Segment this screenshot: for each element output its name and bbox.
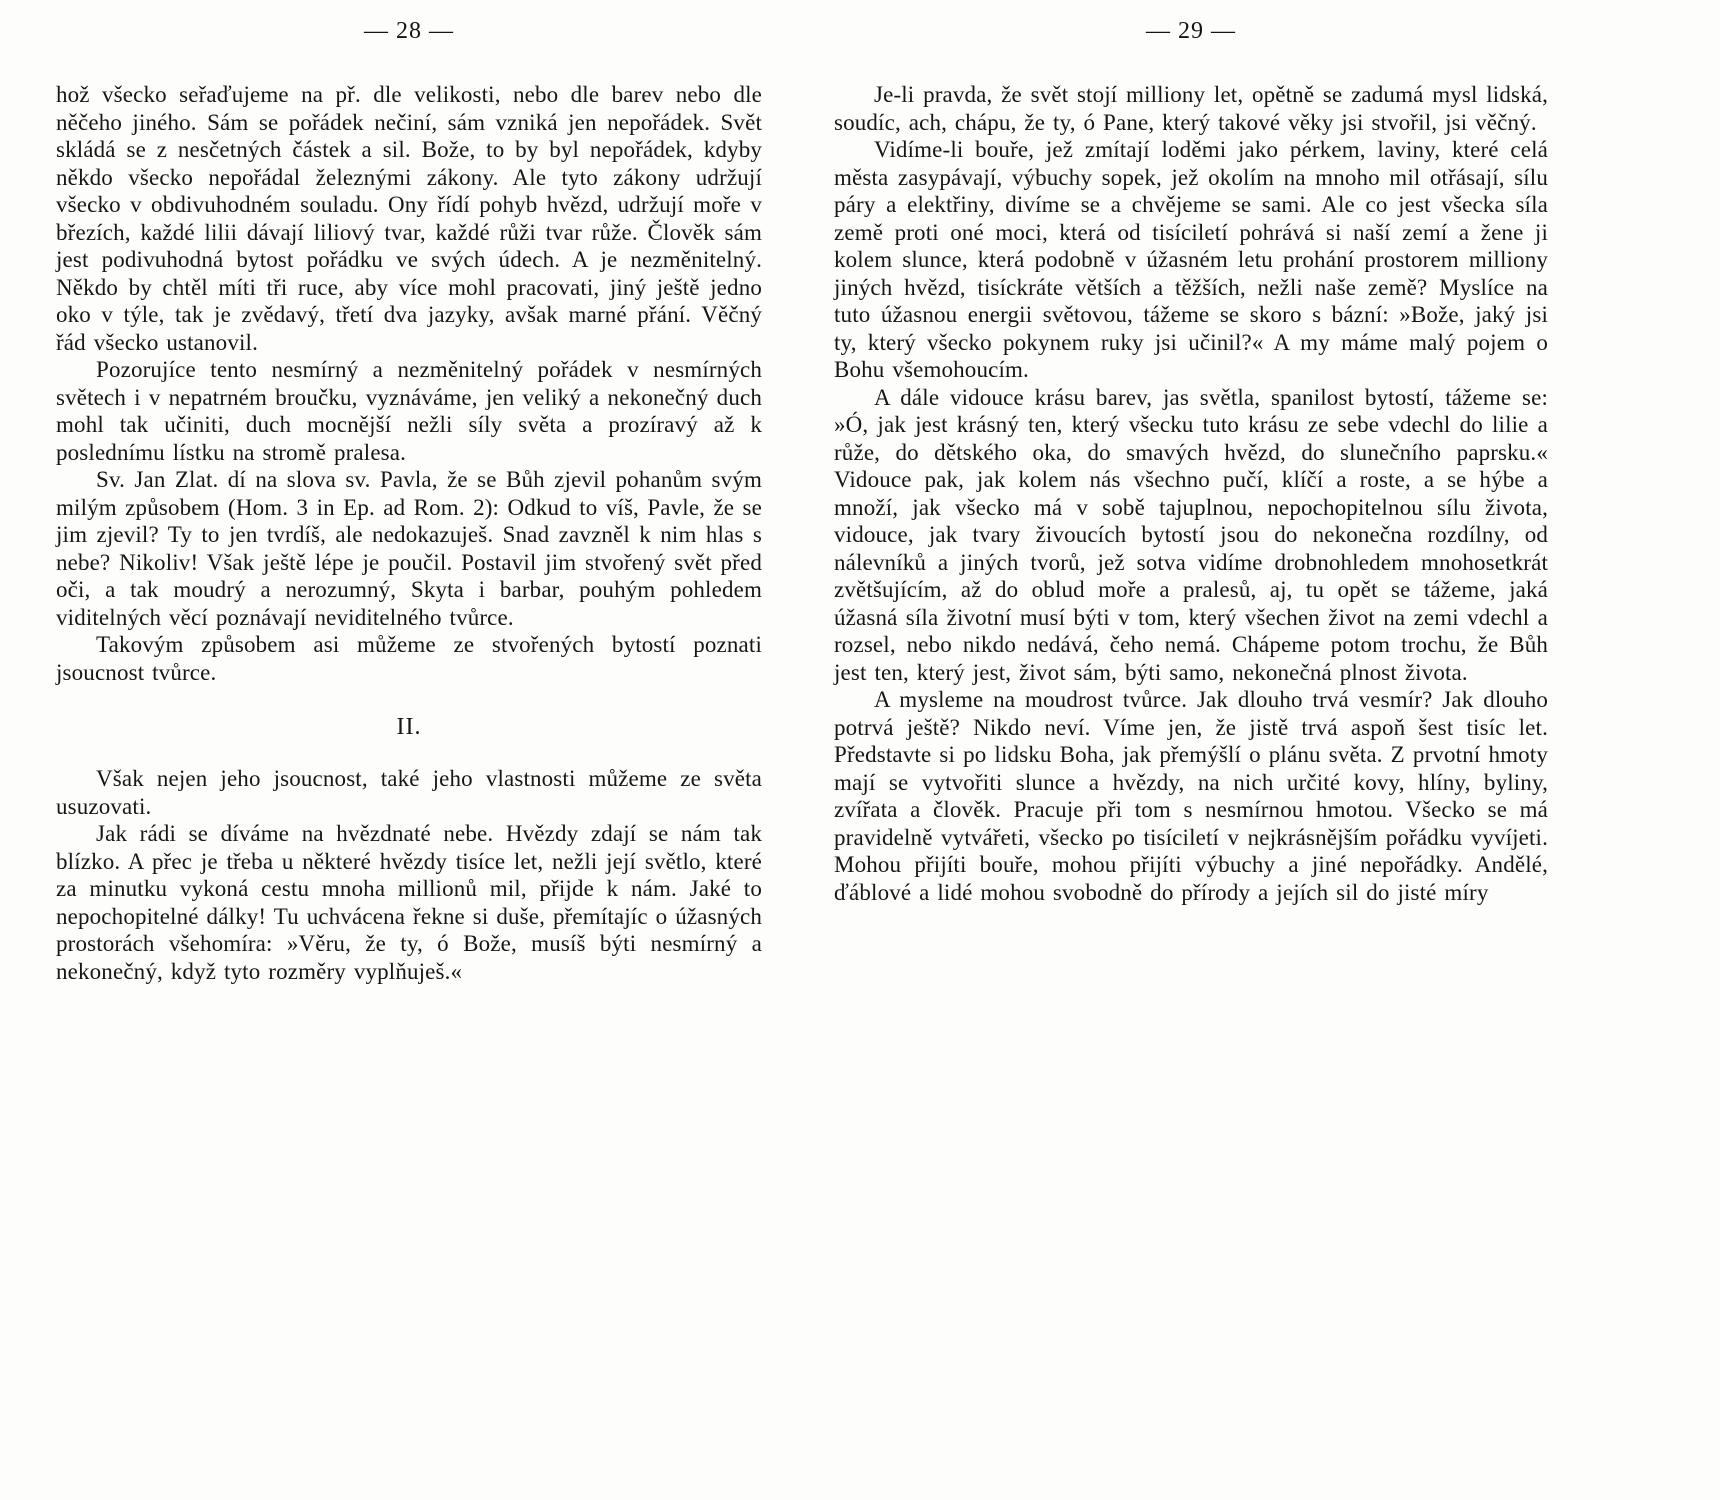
page-29 (800, 0, 1720, 1500)
section-heading: II. (396, 714, 422, 740)
paragraph: A dále vidouce krásu barev, jas světla, spanilost bytostí, tážeme se: »Ó, jak jest krásný ten, který všecku tuto krásu ze sebe vdechl do lilie a růže, do dětského oka, do smavých hvězd, do slunečního paprsku.« Vidouce pak, jak kolem nás všechno pučí, klíčí a roste, a se hýbe a množí, jak všecko má v sobě tajuplnou, nepochopitelnou sílu života, vidouce, jak tvary živoucích bytostí jsou do nekonečna rozdílny, od nálevníků a jiných tvorů, jež sotva vidíme drobnohledem mnohosetkrát zvětšujícím, až do oblud moře a pralesů, aj, tu opět se tážeme, jaká úžasná síla životní musí býti v tom, který všechen život na zemi vdechl a rozsel, nebo nikdo nedává, čeho nemá. Chápeme potom trochu, že Bůh jest ten, který jest, život sám, býti samo, nekonečná plnost života. (834, 384, 1548, 685)
paragraph: Jak rádi se díváme na hvězdnaté nebe. Hvězdy zdají se nám tak blízko. A přec je třeba u některé hvězdy tisíce let, nežli její světlo, které za minutku vykoná cestu mnoha millionů mil, přijde k nám. Jaké to nepochopitelné dálky! Tu uchvácena řekne si duše, přemítajíc o úžasných prostorách všehomíra: »Věru, že ty, ó Bože, musíš býti nesmírný a nekonečný, když tyto rozměry vyplňuješ.« (56, 821, 762, 984)
paragraph: Je-li pravda, že svět stojí milliony let, opětně se zadumá mysl lidská, soudíc, ach, chápu, že ty, ó Pane, který takové věky jsi stvořil, jsi věčný. (834, 82, 1548, 135)
paragraph: Vidíme-li bouře, jež zmítají loděmi jako pérkem, laviny, které celá města zasypávají, výbuchy sopek, jež okolím na mnoho mil otřásají, sílu páry a elektřiny, divíme se a chvějeme se sami. Ale co jest všecka síla země proti oné moci, která od tisíciletí pohrává si naší zemí a žene ji kolem slunce, která podobně v úžasném letu prohání prostorem milliony jiných hvězd, tisíckráte větších a těžších, nežli naše země? Myslíce na tuto úžasnou energii světovou, tážeme se skoro s bázní: »Bože, jaký jsi ty, který všecko pokynem ruky jsi učinil?« A my máme malý pojem o Bohu všemohoucím. (834, 137, 1548, 382)
paragraph: Sv. Jan Zlat. dí na slova sv. Pavla, že se Bůh zjevil pohanům svým milým způsobem (Hom. 3 in Ep. ad Rom. 2): Odkud to víš, Pavle, že se jim zjevil? Ty to jen tvrdíš, ale nedokazuješ. Snad zavzněl k nim hlas s nebe? Nikoliv! Však ještě lépe je poučil. Postavil jim stvořený svět před oči, a tak moudrý a nerozumný, Skyta i barbar, pouhým pohledem viditelných věcí poznávají neviditelného tvůrce. (56, 467, 762, 630)
paragraph: Takovým způsobem asi můžeme ze stvořených bytostí poznati jsoucnost tvůrce. (56, 632, 762, 685)
page-number-left: — 28 — (364, 18, 454, 44)
page-28 (0, 0, 800, 1500)
paragraph: hož všecko seřaďujeme na př. dle velikosti, nebo dle barev nebo dle něčeho jiného. Sám se pořádek nečiní, sám vzniká jen nepořádek. Svět skládá se z nesčetných částek a sil. Bože, to by byl nepořádek, kdyby někdo všecko nepořádal železnými zákony. Ale tyto zákony udržují všecko v obdivuhodném souladu. Ony řídí pohyb hvězd, udržují moře v březích, každé lilii dávají liliový tvar, každé růži tvar růže. Člověk sám jest podivuhodná bytost pořádku ve svých údech. A je nezměnitelný. Někdo by chtěl míti tři ruce, aby více mohl pracovati, jiný ještě jedno oko v týle, tak je zvědavý, třetí dva jazyky, avšak marné přání. Věčný řád všecko ustanovil. (56, 82, 762, 355)
paragraph: A mysleme na moudrost tvůrce. Jak dlouho trvá vesmír? Jak dlouho potrvá ještě? Nikdo neví. Víme jen, že jistě trvá aspoň šest tisíc let. Představte si po lidsku Boha, jak přemýšlí o plánu světa. Z prvotní hmoty mají se vytvořiti slunce a hvězdy, na nich určité kovy, hlíny, byliny, zvířata a člověk. Pracuje při tom s nesmírnou hmotou. Všecko se má pravidelně vytvářeti, všecko po tisíciletí v nejkrásnějším pořádku vyvíjeti. Mohou přijíti bouře, mohou přijíti výbuchy a jiné nepořádky. Andělé, ďáblové a lidé mohou svobodně do přírody a jejích sil do jisté míry (834, 687, 1548, 905)
paragraph: Však nejen jeho jsoucnost, také jeho vlastnosti můžeme ze světa usuzovati. (56, 766, 762, 819)
page-number-right: — 29 — (1146, 18, 1236, 44)
paragraph: Pozorujíce tento nesmírný a nezměnitelný pořádek v nesmírných světech i v nepatrném broučku, vyznáváme, jen veliký a nekonečný duch mohl tak učiniti, duch mocnější nežli síly světa a prozíravý až k poslednímu lístku na stromě pralesa. (56, 357, 762, 465)
